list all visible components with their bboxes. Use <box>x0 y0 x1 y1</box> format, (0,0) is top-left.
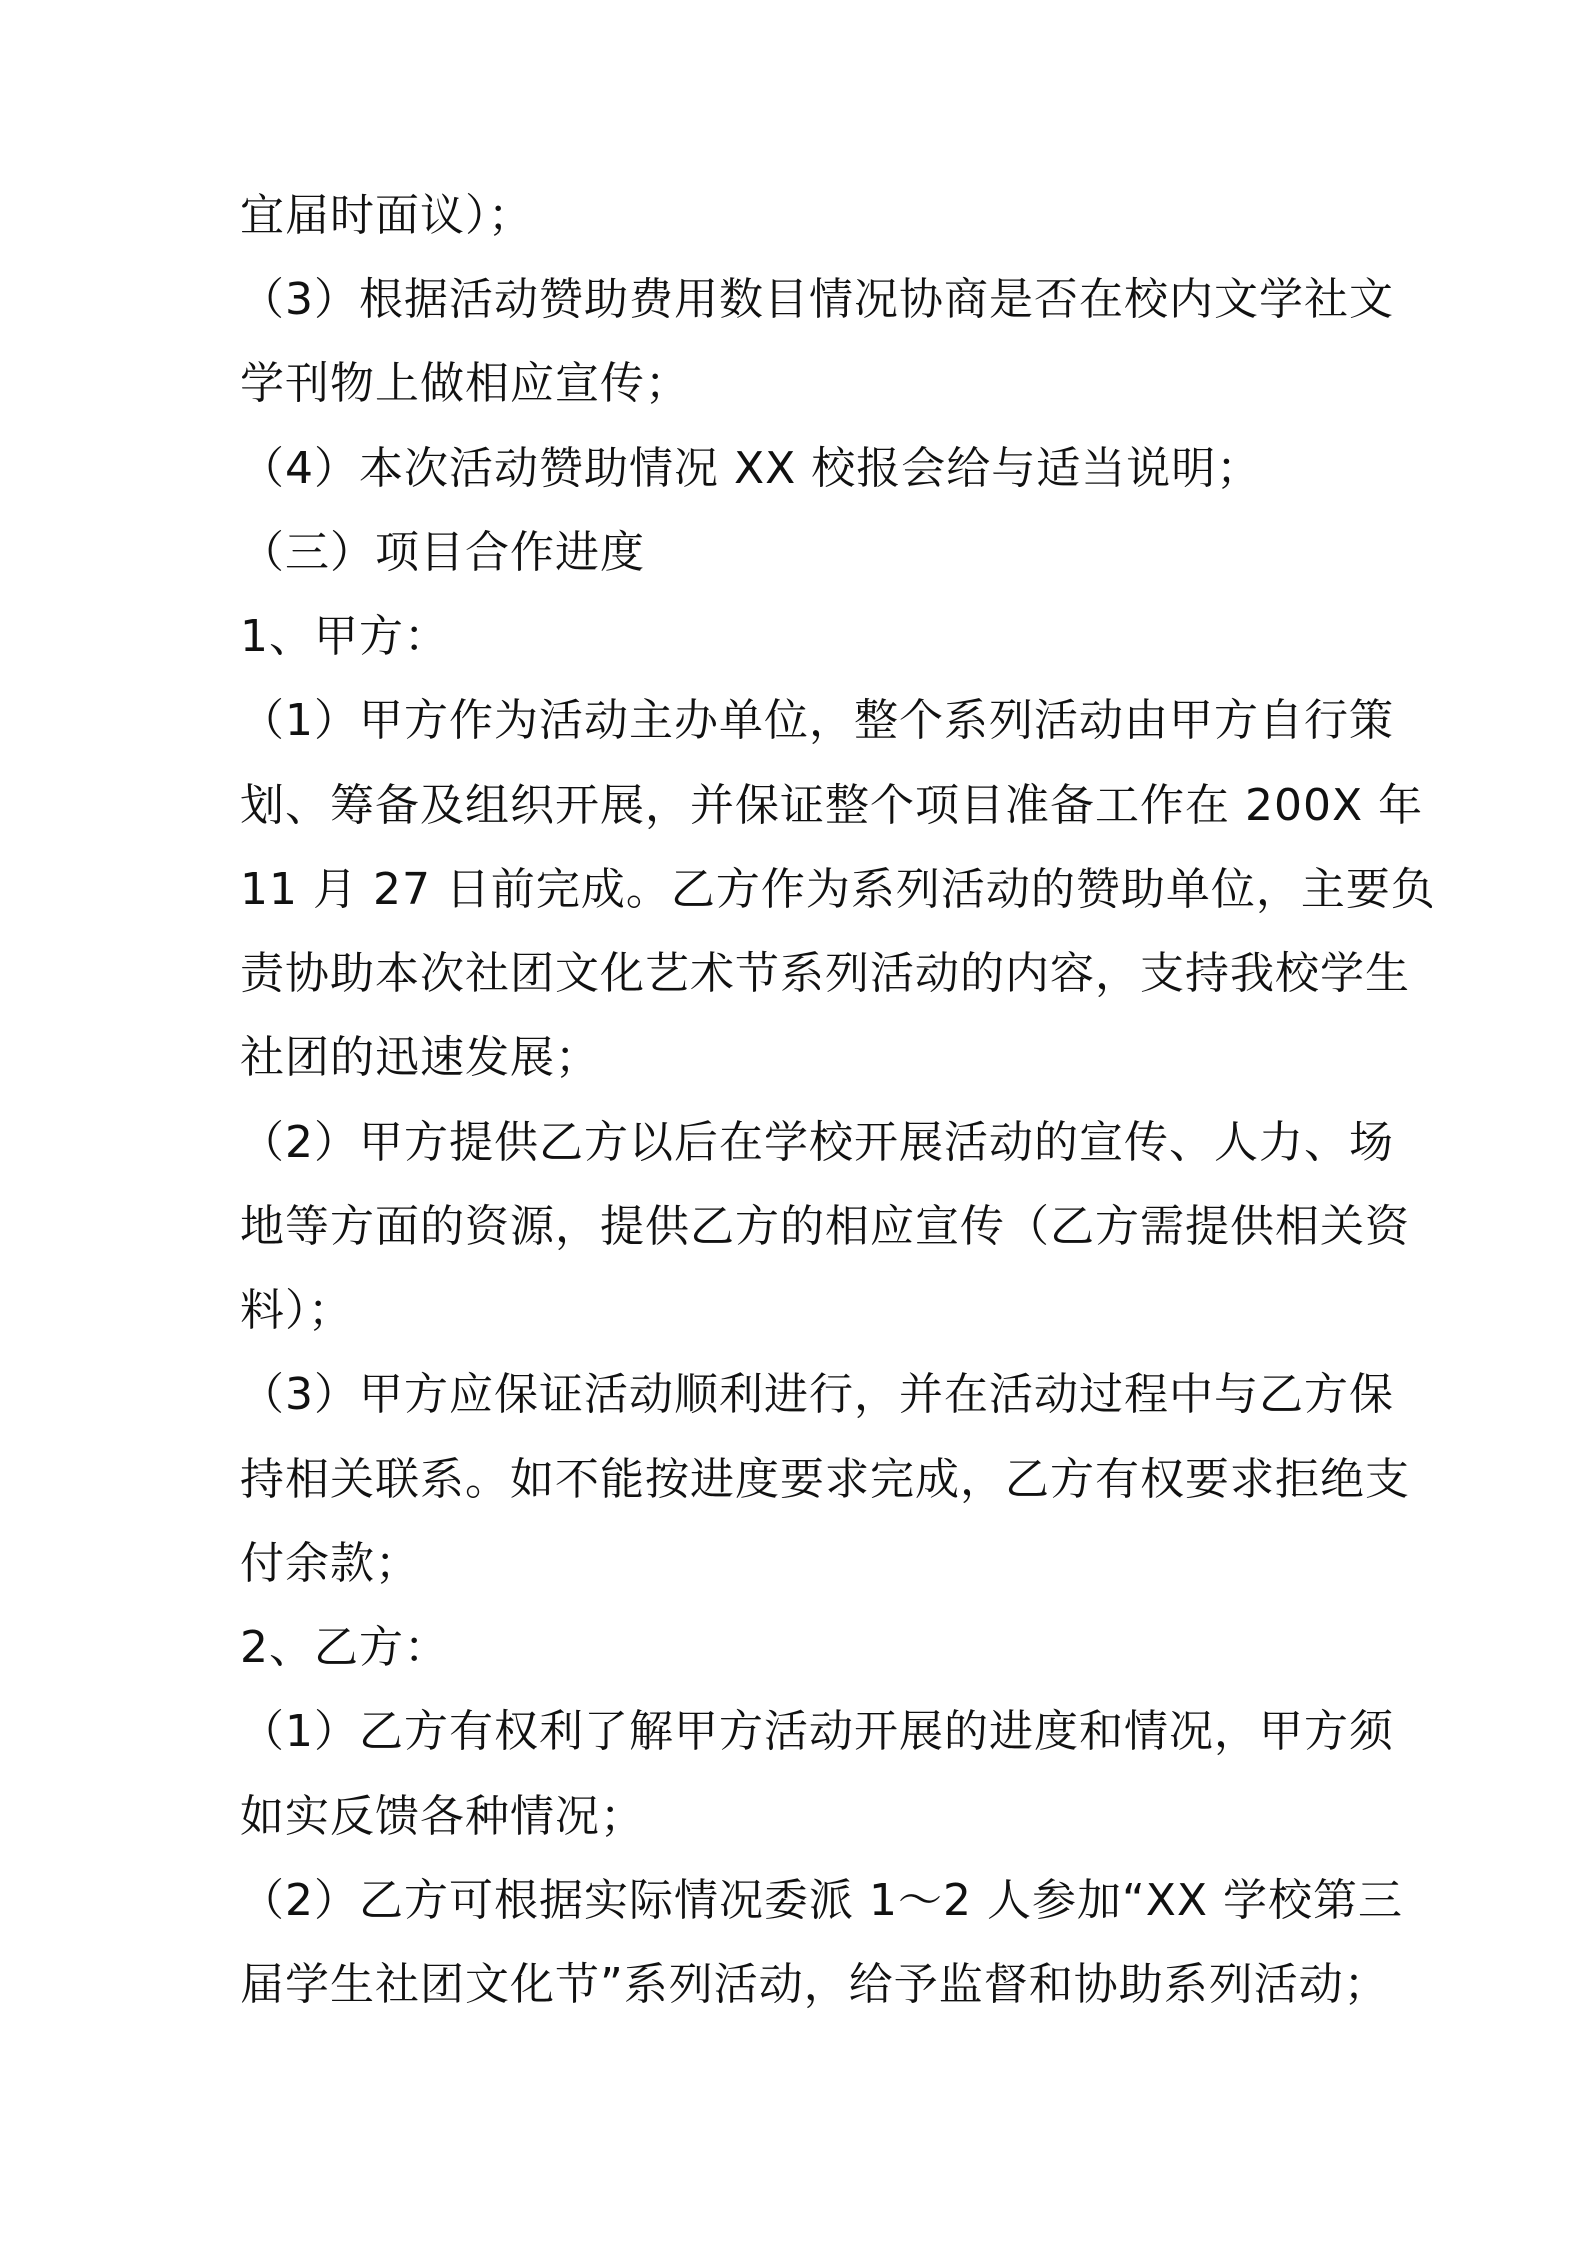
text-line: （1）乙方有权利了解甲方活动开展的进度和情况，甲方须 <box>240 1706 1394 1757</box>
text-line: （3）根据活动赞助费用数目情况协商是否在校内文学社文 <box>240 274 1394 325</box>
subsection-heading: 2、乙方： <box>240 1622 449 1673</box>
text-line: 宜届时面议）； <box>240 190 533 241</box>
text-line: 地等方面的资源，提供乙方的相应宣传（乙方需提供相关资 <box>240 1201 1410 1252</box>
text-line: 如实反馈各种情况； <box>240 1791 645 1842</box>
text-line: 学刊物上做相应宣传； <box>240 358 690 409</box>
section-heading: （三）项目合作进度 <box>240 527 645 578</box>
text-line: （1）甲方作为活动主办单位，整个系列活动由甲方自行策 <box>240 695 1394 746</box>
text-line: （2）乙方可根据实际情况委派 1～2 人参加“XX 学校第三 <box>240 1875 1404 1926</box>
text-line: 届学生社团文化节”系列活动，给予监督和协助系列活动； <box>240 1959 1389 2010</box>
subsection-heading: 1、甲方： <box>240 611 449 662</box>
text-line: 划、筹备及组织开展，并保证整个项目准备工作在 200X 年 <box>240 780 1424 831</box>
text-line: （2）甲方提供乙方以后在学校开展活动的宣传、人力、场 <box>240 1117 1394 1168</box>
text-line: 付余款； <box>240 1538 420 1589</box>
text-line: 持相关联系。如不能按进度要求完成，乙方有权要求拒绝支 <box>240 1454 1410 1505</box>
text-line: 11 月 27 日前完成。乙方作为系列活动的赞助单位，主要负 <box>240 864 1436 915</box>
text-line: 责协助本次社团文化艺术节系列活动的内容，支持我校学生 <box>240 948 1410 999</box>
text-line: 社团的迅速发展； <box>240 1032 600 1083</box>
text-line: 料）； <box>240 1285 353 1336</box>
text-line: （4）本次活动赞助情况 XX 校报会给与适当说明； <box>240 443 1262 494</box>
text-line: （3）甲方应保证活动顺利进行，并在活动过程中与乙方保 <box>240 1369 1394 1420</box>
